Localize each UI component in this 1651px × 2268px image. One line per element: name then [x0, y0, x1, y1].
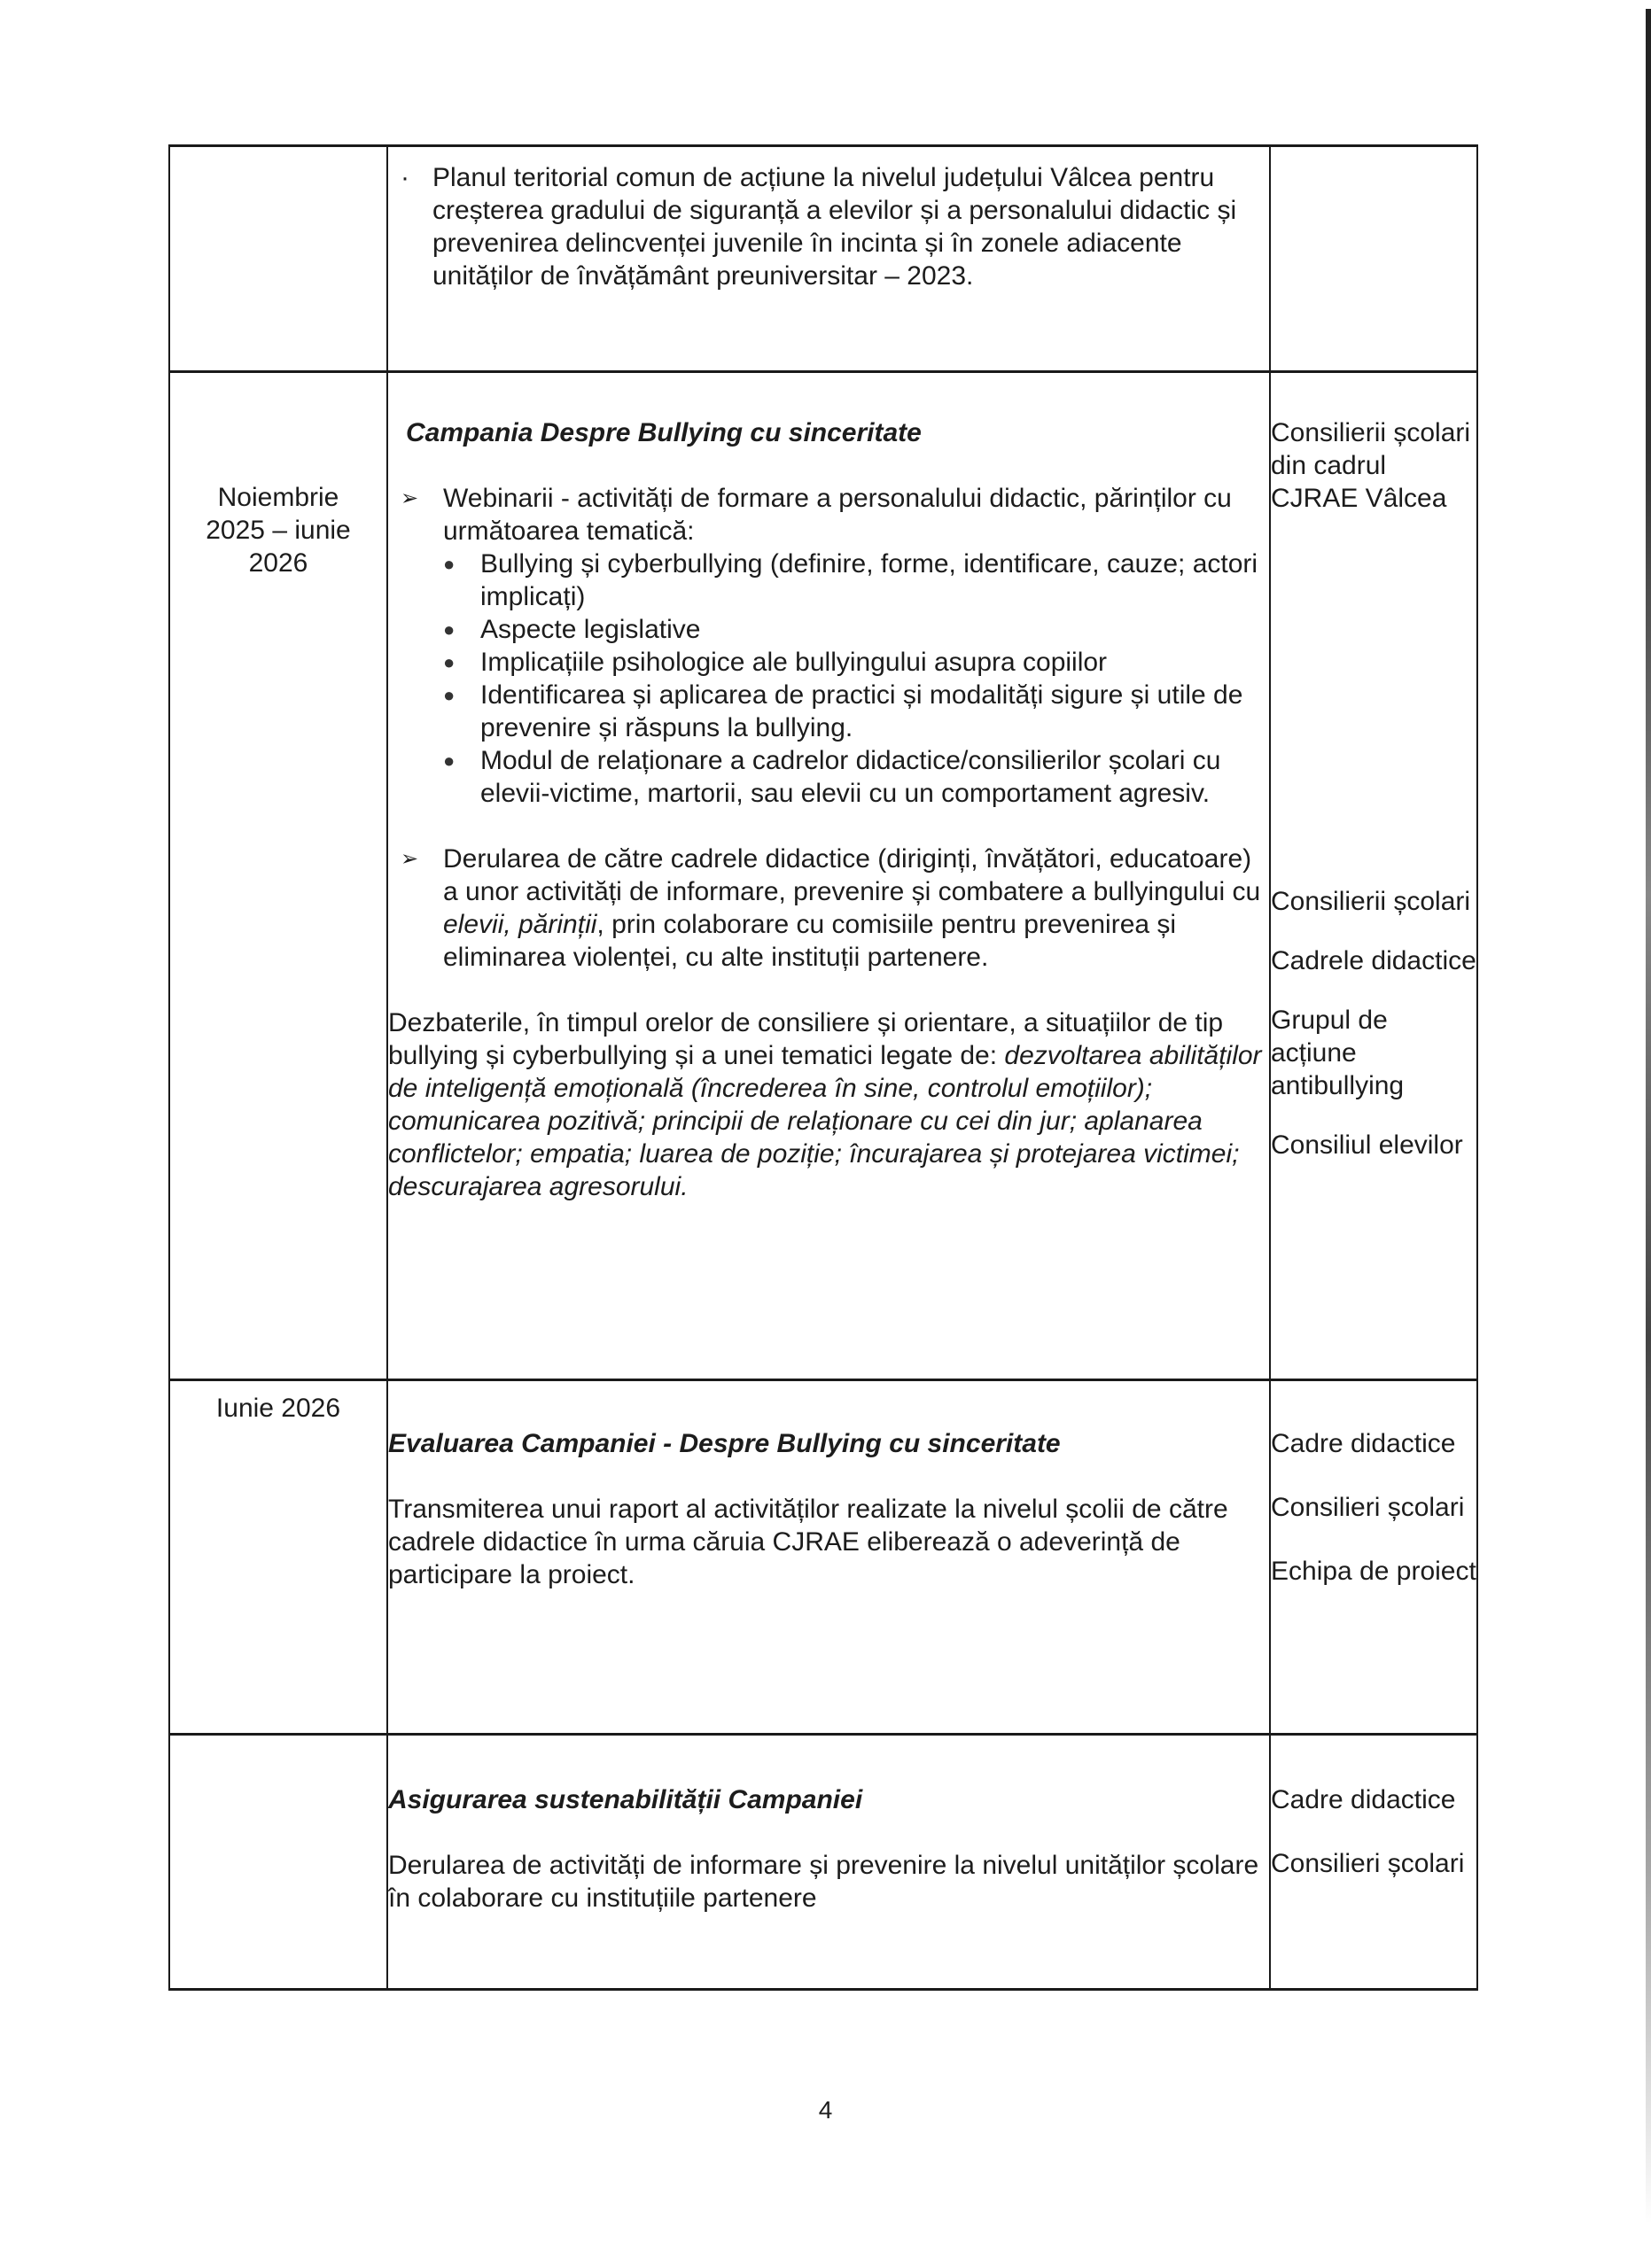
- date-cell: [169, 1380, 387, 1735]
- webinar-intro: Webinarii - activități de formare a personalului didactic, părinților cu următoarea tematică:: [443, 484, 1232, 546]
- responsible-item: Consilierii școlari din cadrul CJRAE Vâlcea: [1271, 418, 1471, 513]
- activity-plan-table: [168, 144, 1478, 1991]
- list-item: [388, 161, 1269, 292]
- responsible-item: Consilierii școlari: [1271, 887, 1471, 916]
- responsible-item: Consilieri școlari: [1271, 1493, 1465, 1522]
- topics-list: [388, 548, 1269, 810]
- responsible-item: Consilieri școlari: [1271, 1849, 1465, 1878]
- list-item: [388, 482, 1269, 548]
- activity-cell: [387, 372, 1270, 1380]
- activity-cell: [387, 146, 1270, 372]
- bullet-icon: ●: [443, 651, 456, 673]
- activity-cell: [387, 1380, 1270, 1735]
- date-text: Iunie 2026: [215, 1394, 341, 1423]
- evaluation-title: Evaluarea Campaniei - Despre Bullying cu sinceritate: [388, 1429, 1061, 1458]
- bullet-icon: ●: [443, 553, 456, 575]
- responsible-cell: [1270, 372, 1477, 1380]
- table-row: [169, 1735, 1477, 1990]
- responsible-cell: [1270, 146, 1477, 372]
- debate-paragraph: Dezbaterile, în timpul orelor de consiliere și orientare, a situațiilor de tip bullying și cyberbullying și a unei tematici legate de: dezvoltarea abilităților de inteligență emoțională (încrederea în sine, controlul emoțiilor); comunicarea pozitivă; principii de relaționare cu cei din jur; aplanarea conflictelor; empatia; luarea de poziție; încurajarea și protejarea victimei; descurajarea agresorului.: [388, 1008, 1262, 1201]
- sustainability-title: Asigurarea sustenabilității Campaniei: [388, 1785, 863, 1814]
- responsible-item: Cadre didactice: [1271, 1429, 1456, 1458]
- topic-item: ● Aspecte legislative: [443, 615, 701, 644]
- bullet-icon: ●: [443, 618, 456, 641]
- responsible-cell: [1270, 1735, 1477, 1990]
- plan-text: Planul teritorial comun de acțiune la nivelul județului Vâlcea pentru creșterea gradului de siguranță a elevilor și a personalului didactic și prevenirea delincvenței juvenile în incinta și în zonele adiacente unităților de învățământ preuniversitar – 2023.: [432, 163, 1237, 291]
- page-number: 4: [818, 2096, 833, 2124]
- responsible-item: Consiliul elevilor: [1271, 1130, 1463, 1160]
- bullet-icon: ●: [443, 684, 456, 706]
- bullet-icon: ●: [443, 750, 456, 772]
- date-cell: [169, 372, 387, 1380]
- responsible-item: Grupul de acțiune antibullying: [1271, 1006, 1405, 1100]
- activity-cell: [387, 1735, 1270, 1990]
- topic-item: ● Implicațiile psihologice ale bullyingului asupra copiilor: [443, 648, 1108, 677]
- campaign-title: Campania Despre Bullying cu sinceritate: [406, 418, 922, 447]
- scan-edge: [1646, 9, 1651, 2224]
- responsible-item: Cadre didactice: [1271, 1785, 1456, 1814]
- topic-item: ● Bullying și cyberbullying (definire, forme, identificare, cauze; actori implicați): [443, 549, 1258, 611]
- dot-bullet-icon: ·: [401, 163, 409, 192]
- responsible-item: Echipa de proiect: [1271, 1557, 1476, 1586]
- sustainability-text: Derularea de activități de informare și prevenire la nivelul unităților școlare în colaborare cu instituțiile partenere: [388, 1851, 1259, 1913]
- arrow-bullet-icon: ➢: [401, 847, 419, 871]
- table-row: [169, 146, 1477, 372]
- responsible-cell: [1270, 1380, 1477, 1735]
- arrow-bullet-icon: ➢: [401, 486, 419, 510]
- list-item: ➢ Derularea de către cadrele didactice (diriginți, învățători, educatoare) a unor activități de informare, prevenire și combatere a bullyingului cu elevii, părinții, prin colaborare cu comisiile pentru prevenirea și eliminarea violenței, cu alte instituții partenere.: [401, 844, 1261, 972]
- responsible-item: Cadrele didactice: [1271, 946, 1476, 975]
- table-row: [169, 1380, 1477, 1735]
- evaluation-text: Transmiterea unui raport al activităților realizate la nivelul școlii de către cadrele didactice în urma căruia CJRAE eliberează o adeverință de participare la proiect.: [388, 1495, 1228, 1589]
- table-row: [169, 372, 1477, 1380]
- date-cell: [169, 1735, 387, 1990]
- date-cell: [169, 146, 387, 372]
- topic-item: ● Identificarea și aplicarea de practici și modalități sigure și utile de prevenire și răspuns la bullying.: [443, 680, 1243, 742]
- date-range: Noiembrie 2025 – iunie 2026: [206, 483, 351, 578]
- topic-item: ● Modul de relaționare a cadrelor didactice/consilierilor școlari cu elevii-victime, martorii, sau elevii cu un comportament agresiv.: [443, 746, 1221, 808]
